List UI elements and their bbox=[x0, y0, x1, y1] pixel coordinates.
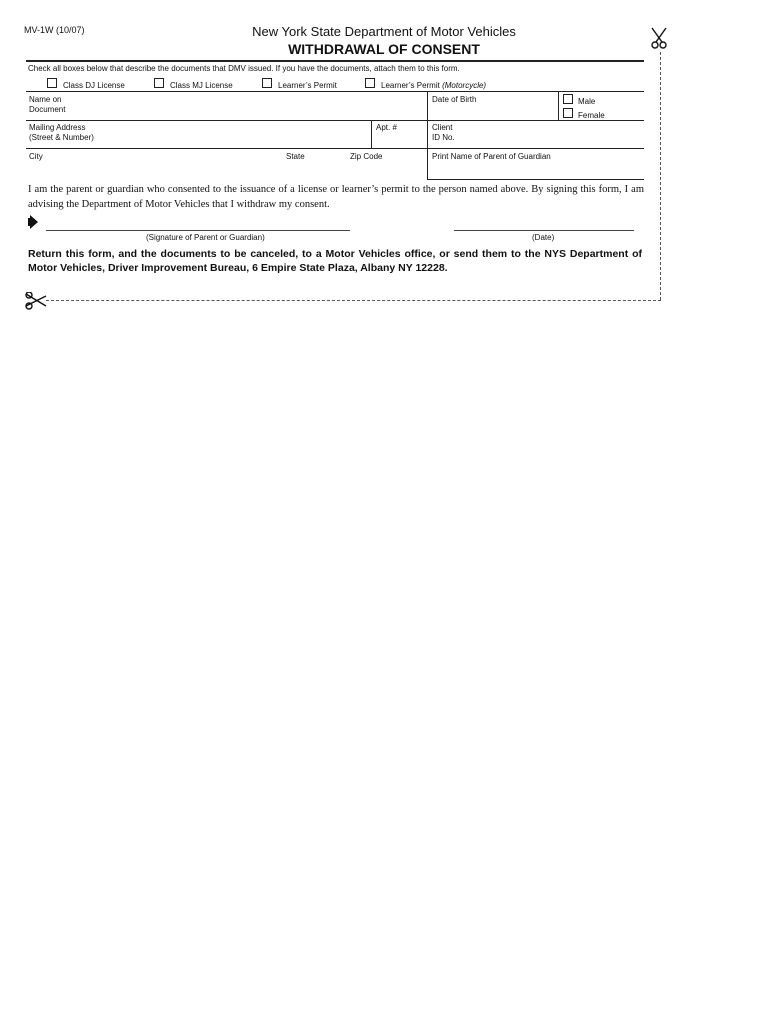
checkbox-learners-permit[interactable] bbox=[262, 78, 272, 88]
field-apt[interactable]: Apt. # bbox=[376, 123, 397, 132]
consent-statement: I am the parent or guardian who consented to the issuance of a license or learner’s permit to the person named above. By signing this form, I am advising the Department of Motor Vehicles that I withdraw my consent. bbox=[28, 184, 644, 210]
field-name-on-document[interactable]: Name on Document bbox=[29, 95, 66, 114]
form-code: MV-1W (10/07) bbox=[24, 25, 85, 35]
field-zip[interactable]: Zip Code bbox=[350, 152, 383, 161]
field-parent-name[interactable]: Print Name of Parent of Guardian bbox=[432, 152, 551, 161]
checkbox-label bbox=[381, 81, 486, 90]
label-male: Male bbox=[578, 97, 596, 106]
checkbox-male[interactable] bbox=[563, 94, 573, 104]
field-client-id[interactable]: Client ID No. bbox=[432, 123, 455, 142]
field-date-of-birth[interactable]: Date of Birth bbox=[432, 95, 477, 104]
cut-line-vertical bbox=[660, 52, 661, 300]
col-divider bbox=[371, 120, 372, 148]
instructions: Check all boxes below that describe the documents that DMV issued. If you have the documents, attach them to this form. bbox=[28, 64, 460, 73]
cut-line-horizontal bbox=[46, 300, 661, 301]
checkbox-label-qualifier: (Motorcycle) bbox=[442, 81, 487, 90]
scissors-icon bbox=[24, 292, 48, 310]
return-instructions: Return this form, and the documents to be canceled, to a Motor Vehicles office, or send them to the NYS Department of Motor Vehicles, Driver Improvement Bureau, 6 Empire State Plaza, Albany NY 12228. bbox=[28, 248, 642, 274]
checkbox-label: Learner’s Permit bbox=[278, 81, 337, 90]
date-line[interactable] bbox=[454, 230, 634, 231]
checkbox-learners-permit-motorcycle[interactable] bbox=[365, 78, 375, 88]
row-divider bbox=[26, 91, 644, 92]
checkbox-class-mj[interactable] bbox=[154, 78, 164, 88]
checkbox-label: Class MJ License bbox=[170, 81, 233, 90]
col-divider bbox=[427, 91, 428, 179]
label-female: Female bbox=[578, 111, 605, 120]
checkbox-class-dj[interactable] bbox=[47, 78, 57, 88]
date-label: (Date) bbox=[532, 233, 555, 242]
row-divider bbox=[26, 120, 644, 121]
signature-line[interactable] bbox=[46, 230, 350, 231]
field-city[interactable]: City bbox=[29, 152, 43, 161]
row-divider bbox=[427, 179, 644, 180]
field-state[interactable]: State bbox=[286, 152, 305, 161]
checkbox-label: Class DJ License bbox=[63, 81, 125, 90]
pointer-arrow-icon bbox=[30, 215, 38, 229]
agency-name: New York State Department of Motor Vehicles bbox=[252, 24, 516, 39]
row-divider bbox=[26, 148, 644, 149]
form-title: WITHDRAWAL OF CONSENT bbox=[288, 41, 480, 57]
checkbox-female[interactable] bbox=[563, 108, 573, 118]
checkbox-label-text: Learner’s Permit bbox=[381, 81, 440, 90]
field-mailing-address[interactable]: Mailing Address (Street & Number) bbox=[29, 123, 94, 142]
col-divider bbox=[558, 91, 559, 120]
signature-label: (Signature of Parent or Guardian) bbox=[146, 233, 265, 242]
top-rule bbox=[26, 60, 644, 62]
scissors-icon bbox=[650, 26, 668, 50]
